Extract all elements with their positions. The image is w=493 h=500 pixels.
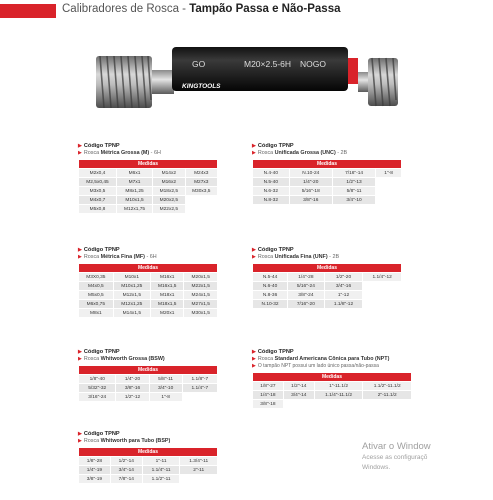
table-cell: 1/2"-20 xyxy=(324,273,363,282)
table-cell: 5/16"-18 xyxy=(289,187,332,196)
table-cell: 1.1/8"-7 xyxy=(182,375,217,384)
bullet-icon: ▶ xyxy=(78,150,82,156)
table-cell: 1/2"-14 xyxy=(283,382,314,391)
table-cell: 3/4"-14 xyxy=(110,466,142,475)
table-cell: N.5-40 xyxy=(253,178,290,187)
table-cell: 7/8"-14 xyxy=(110,475,142,484)
table-cell: 5/32"-32 xyxy=(79,384,116,393)
table-row xyxy=(79,273,218,282)
table-cell: 1/4"-19 xyxy=(79,466,111,475)
table-cell: M10x1 xyxy=(113,273,150,282)
table-cell: M6x0,75 xyxy=(79,300,114,309)
table-cell: 3/8"-16 xyxy=(289,196,332,205)
table-cell: 1.1/4"-11.1/2 xyxy=(314,391,363,400)
bullet-icon: ▶ xyxy=(78,143,82,149)
table-row xyxy=(79,457,218,466)
table-row xyxy=(79,384,218,393)
thread-description: ▶ Rosca Métrica Grossa (M) - 6H xyxy=(78,150,161,156)
table-cell: M8x1 xyxy=(79,309,114,318)
table-cell: N.4-40 xyxy=(253,169,290,178)
page-header xyxy=(0,0,493,28)
table-cell: M2x0,4 xyxy=(79,169,117,178)
table-cell: 1/2"-13 xyxy=(332,178,375,187)
table-header: Medidas xyxy=(79,366,218,375)
nogo-thread-end xyxy=(368,58,398,106)
table-cell: M30x1,5 xyxy=(184,309,218,318)
table-cell: M24x1,5 xyxy=(184,291,218,300)
sizes-table xyxy=(78,159,218,214)
table-cell: 1"-11.1/2 xyxy=(314,382,363,391)
table-cell: M12x1,75 xyxy=(116,205,152,214)
sizes-table xyxy=(78,447,218,484)
table-cell: 1"-8 xyxy=(149,393,182,402)
table-cell: M14x2 xyxy=(153,169,185,178)
table-cell: M22x1,5 xyxy=(184,282,218,291)
thread-description: ▶ Rosca Standard Americana Cônica para Tubo (NPT) xyxy=(252,356,390,362)
table-cell: M7x1 xyxy=(116,178,152,187)
table-cell: 1/2"-14 xyxy=(110,457,142,466)
table-row xyxy=(253,400,412,409)
table-cell: N.6-32 xyxy=(253,187,290,196)
table-row xyxy=(253,291,402,300)
table-cell: 3/8"-18 xyxy=(253,400,284,409)
table-cell: M8x1,25 xyxy=(116,187,152,196)
go-label: GO xyxy=(192,59,206,69)
table-cell xyxy=(363,282,402,291)
table-cell: N.10-32 xyxy=(253,300,288,309)
table-cell xyxy=(185,205,217,214)
bullet-icon: ▶ xyxy=(78,438,82,444)
table-row xyxy=(253,196,402,205)
section-unified-coarse xyxy=(252,143,402,205)
table-cell: M22x2,5 xyxy=(153,205,185,214)
npt-note: ▶ O tampão NPT possui um lado único passa/não-passa xyxy=(252,363,379,369)
table-row xyxy=(79,282,218,291)
table-cell: 2"-11.1/2 xyxy=(363,391,412,400)
table-cell: M30x3,5 xyxy=(185,187,217,196)
table-row xyxy=(79,291,218,300)
table-cell: 1.1/8"-12 xyxy=(324,300,363,309)
go-thread-end xyxy=(96,56,152,108)
bullet-icon: ▶ xyxy=(78,431,82,437)
page-title: Calibradores de Rosca - Tampão Passa e Não-Passa xyxy=(62,3,341,15)
table-cell xyxy=(185,196,217,205)
section-whitworth-coarse xyxy=(78,349,218,402)
thread-spec-label: M20×2.5-6H xyxy=(244,59,292,69)
bullet-icon: ▶ xyxy=(252,356,256,362)
table-cell: 3/4"-16 xyxy=(324,282,363,291)
table-cell: N.10-24 xyxy=(289,169,332,178)
bullet-icon: ▶ xyxy=(252,363,256,369)
table-cell xyxy=(363,400,412,409)
table-cell: 3/8"-19 xyxy=(79,475,111,484)
table-row xyxy=(253,178,402,187)
bullet-icon: ▶ xyxy=(78,356,82,362)
table-cell: M16x1,5 xyxy=(150,282,184,291)
table-row xyxy=(253,282,402,291)
product-code: ▶ Código TPNP xyxy=(252,247,294,253)
table-cell: M16x2 xyxy=(153,178,185,187)
table-row xyxy=(79,300,218,309)
table-cell: 1"-11 xyxy=(142,457,180,466)
table-cell: M5x0,8 xyxy=(79,205,117,214)
table-cell xyxy=(376,187,402,196)
sizes-table xyxy=(78,365,218,402)
table-cell: 5/8"-11 xyxy=(332,187,375,196)
table-cell: 2"-11 xyxy=(180,466,218,475)
table-cell xyxy=(363,291,402,300)
table-cell: M4x0,7 xyxy=(79,196,117,205)
sizes-table xyxy=(252,263,402,309)
table-cell: M14x1,5 xyxy=(113,309,150,318)
table-cell: M10x1,5 xyxy=(116,196,152,205)
table-cell: 1.1/4"-11 xyxy=(142,466,180,475)
bullet-icon: ▶ xyxy=(78,254,82,260)
gauge-handle xyxy=(172,47,358,91)
table-row xyxy=(253,300,402,309)
table-cell: 5/8"-11 xyxy=(149,375,182,384)
table-row xyxy=(79,169,218,178)
table-cell: 3/16"-24 xyxy=(79,393,116,402)
table-cell xyxy=(180,475,218,484)
table-cell: 3/8"-16 xyxy=(116,384,149,393)
bullet-icon: ▶ xyxy=(252,349,256,355)
table-cell: M16x1 xyxy=(150,273,184,282)
table-cell: M12x1,5 xyxy=(113,291,150,300)
table-cell: 1"-12 xyxy=(324,291,363,300)
table-row xyxy=(79,178,218,187)
thread-description: ▶ Rosca Unificada Grossa (UNC) - 2B xyxy=(252,150,348,156)
table-cell xyxy=(182,393,217,402)
section-metric-fine xyxy=(78,247,218,318)
table-row xyxy=(253,382,412,391)
table-row xyxy=(79,205,218,214)
table-cell: M18x2,5 xyxy=(153,187,185,196)
table-row xyxy=(79,375,218,384)
table-cell: N.8-32 xyxy=(253,196,290,205)
table-cell xyxy=(283,400,314,409)
bullet-icon: ▶ xyxy=(252,150,256,156)
table-cell: M18x1 xyxy=(150,291,184,300)
table-row xyxy=(79,393,218,402)
table-cell: 3/8"-24 xyxy=(288,291,325,300)
table-row xyxy=(79,196,218,205)
table-cell: 1/2"-12 xyxy=(116,393,149,402)
table-cell: 7/16"-14 xyxy=(332,169,375,178)
table-cell: 1/4"-28 xyxy=(288,273,325,282)
table-row xyxy=(79,466,218,475)
table-row xyxy=(253,391,412,400)
table-cell: M3x0,5 xyxy=(79,187,117,196)
table-cell: M6x1 xyxy=(116,169,152,178)
table-cell: 1.1/2"-11 xyxy=(142,475,180,484)
table-cell: 1/8"-27 xyxy=(253,382,284,391)
table-cell: M4x0,5 xyxy=(79,282,114,291)
table-cell: 1/4"-20 xyxy=(116,375,149,384)
table-cell: 1.1/4"-12 xyxy=(363,273,402,282)
table-cell: M24x3 xyxy=(185,169,217,178)
table-cell: N.6-40 xyxy=(253,282,288,291)
table-header: Medidas xyxy=(253,160,402,169)
table-cell: M20x1,5 xyxy=(184,273,218,282)
table-cell: 1"-8 xyxy=(376,169,402,178)
table-header: Medidas xyxy=(79,448,218,457)
bullet-icon: ▶ xyxy=(252,143,256,149)
product-code: ▶ Código TPNP xyxy=(252,349,294,355)
table-header: Medidas xyxy=(253,264,402,273)
table-cell: 1/4"-18 xyxy=(253,391,284,400)
section-whitworth-pipe xyxy=(78,431,218,484)
table-header: Medidas xyxy=(253,373,412,382)
table-cell: 1.1/2"-11.1/2 xyxy=(363,382,412,391)
table-cell xyxy=(314,400,363,409)
section-metric-coarse xyxy=(78,143,218,214)
table-row xyxy=(253,187,402,196)
table-cell: 5/16"-24 xyxy=(288,282,325,291)
table-header: Medidas xyxy=(79,264,218,273)
header-accent-bar xyxy=(0,4,56,18)
table-cell: M5x0,5 xyxy=(79,291,114,300)
section-npt xyxy=(252,349,412,409)
table-cell: M20x1 xyxy=(150,309,184,318)
table-header: Medidas xyxy=(79,160,218,169)
table-cell: 3/4"-14 xyxy=(283,391,314,400)
table-cell: N.8-36 xyxy=(253,291,288,300)
bullet-icon: ▶ xyxy=(252,247,256,253)
bullet-icon: ▶ xyxy=(252,254,256,260)
table-cell: 1/4"-20 xyxy=(289,178,332,187)
table-cell: N.5-44 xyxy=(253,273,288,282)
table-row xyxy=(253,273,402,282)
windows-activation-watermark: Ativar o Window Acesse as configuraçõ Windows. xyxy=(362,441,431,471)
brand-label: KINGTOOLS xyxy=(182,83,221,90)
table-cell: 3/4"-10 xyxy=(149,384,182,393)
table-cell: 1.3/4"-11 xyxy=(180,457,218,466)
nogo-label: NOGO xyxy=(300,59,326,69)
thread-plug-gauge-image xyxy=(94,40,399,120)
table-cell: 1/8"-28 xyxy=(79,457,111,466)
table-cell: M2,5x0,45 xyxy=(79,178,117,187)
product-code: ▶ Código TPNP xyxy=(78,247,120,253)
bullet-icon: ▶ xyxy=(78,247,82,253)
section-unified-fine xyxy=(252,247,402,309)
thread-description: ▶ Rosca Whitworth Grossa (BSW) xyxy=(78,356,165,362)
table-row xyxy=(79,187,218,196)
bullet-icon: ▶ xyxy=(78,349,82,355)
sizes-table xyxy=(252,159,402,205)
product-code: ▶ Código TPNP xyxy=(78,349,120,355)
table-row xyxy=(79,309,218,318)
table-cell: M27x1,5 xyxy=(184,300,218,309)
thread-description: ▶ Rosca Unificada Fina (UNF) - 2B xyxy=(252,254,340,260)
thread-description: ▶ Rosca Whitworth para Tubo (BSP) xyxy=(78,438,171,444)
sizes-table xyxy=(78,263,218,318)
table-row xyxy=(253,169,402,178)
table-cell: 1/8"-40 xyxy=(79,375,116,384)
table-cell: M3X0,35 xyxy=(79,273,114,282)
table-cell: 7/16"-20 xyxy=(288,300,325,309)
product-code: ▶ Código TPNP xyxy=(252,143,294,149)
table-cell xyxy=(363,300,402,309)
table-cell: M18x1,5 xyxy=(150,300,184,309)
product-code: ▶ Código TPNP xyxy=(78,431,120,437)
thread-description: ▶ Rosca Métrica Fina (MF) - 6H xyxy=(78,254,157,260)
table-row xyxy=(79,475,218,484)
table-cell: M20x2,5 xyxy=(153,196,185,205)
table-cell: 1.1/4"-7 xyxy=(182,384,217,393)
table-cell: M10x1,25 xyxy=(113,282,150,291)
product-code: ▶ Código TPNP xyxy=(78,143,120,149)
table-cell: 3/4"-10 xyxy=(332,196,375,205)
table-cell xyxy=(376,196,402,205)
table-cell: M12x1,25 xyxy=(113,300,150,309)
table-cell: M27x3 xyxy=(185,178,217,187)
table-cell xyxy=(376,178,402,187)
sizes-table xyxy=(252,372,412,409)
